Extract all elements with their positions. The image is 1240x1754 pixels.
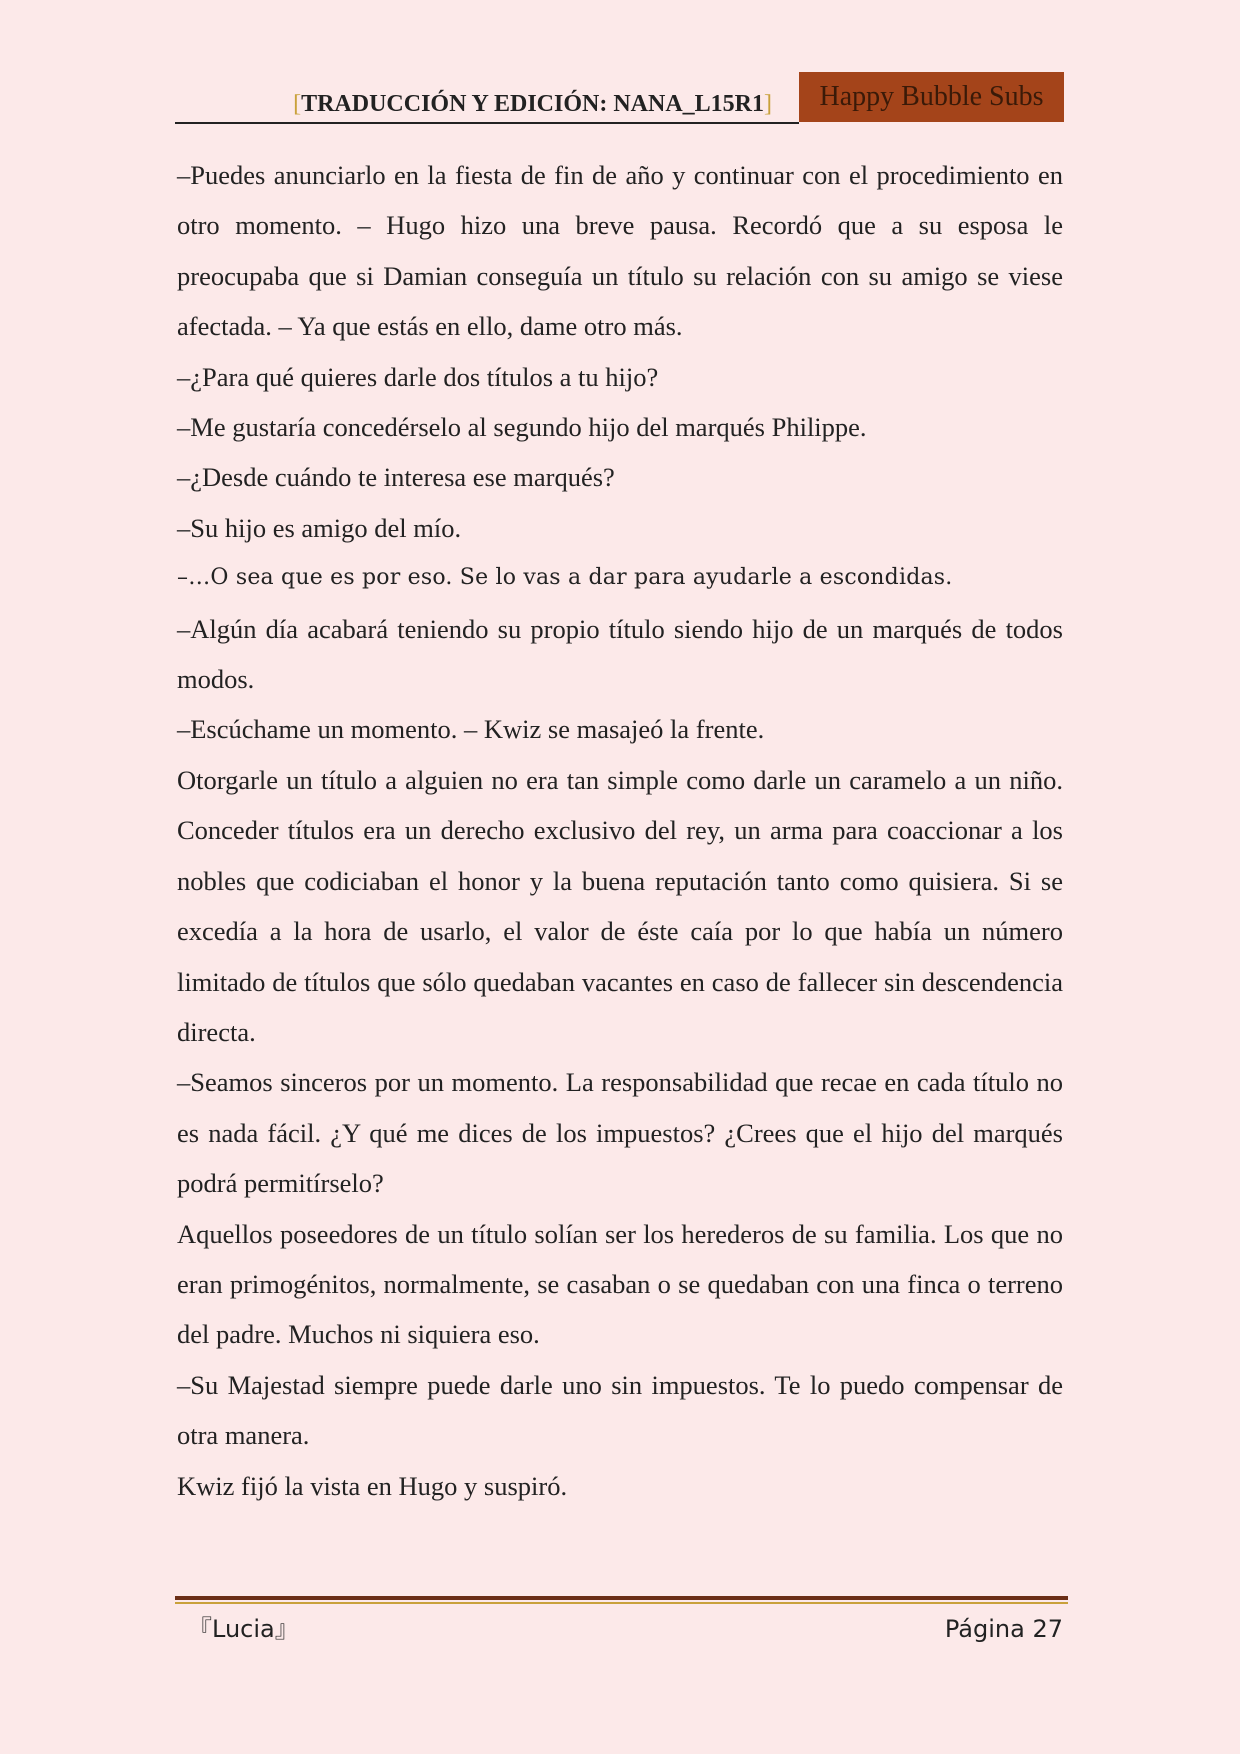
paragraph-8: –Escúchame un momento. – Kwiz se masajeó la frente. [177, 714, 765, 745]
paragraph-13: Kwiz fijó la vista en Hugo y suspiró. [177, 1470, 568, 1501]
paragraph-7: –Algún día acabará teniendo su propio título siendo hijo de un marqués de todos modos. [177, 613, 1063, 695]
paragraph-2: –¿Para qué quieres darle dos títulos a tu hijo? [177, 361, 659, 392]
paragraph-5: –Su hijo es amigo del mío. [177, 512, 462, 543]
paragraph-12: –Su Majestad siempre puede darle uno sin impuestos. Te lo puedo compensar de otra manera. [177, 1369, 1063, 1451]
footer-divider [175, 1596, 1068, 1600]
header-group-badge: Happy Bubble Subs [799, 72, 1064, 122]
header-bracket-close: ] [764, 91, 772, 117]
header-credits-text: TRADUCCIÓN Y EDICIÓN: NANA_L15R1 [301, 91, 764, 117]
paragraph-4: –¿Desde cuándo te interesa ese marqués? [177, 462, 615, 493]
paragraph-1: –Puedes anunciarlo en la fiesta de fin de año y continuar con el procedimiento en otro momento. – Hugo hizo una breve pausa. Recordó que a su esposa le preocupaba que si Damian conseguía un título su relación con su amigo se viese afectada. – Ya que estás en ello, dame otro más. [177, 160, 1063, 342]
footer-page-number: Página 27 [944, 1615, 1063, 1643]
page-header [175, 72, 1064, 124]
paragraph-10: –Seamos sinceros por un momento. La responsabilidad que recae en cada título no es nada fácil. ¿Y qué me dices de los impuestos? ¿Crees que el hijo del marqués podrá permitírselo? [177, 1067, 1063, 1199]
page-body [177, 150, 1063, 1511]
paragraph-11: Aquellos poseedores de un título solían ser los herederos de su familia. Los que no eran primogénitos, normalmente, se casaban o se quedaban con una finca o terreno del padre. Muchos ni siquiera eso. [177, 1218, 1063, 1350]
footer-book-title: 『Lucia』 [188, 1615, 299, 1643]
paragraph-3: –Me gustaría concedérselo al segundo hijo del marqués Philippe. [177, 412, 867, 443]
header-credits [293, 91, 772, 118]
header-bracket-open: [ [293, 91, 302, 117]
header-divider [175, 122, 799, 124]
paragraph-9: Otorgarle un título a alguien no era tan simple como darle un caramelo a un niño. Conceder títulos era un derecho exclusivo del rey, un arma para coaccionar a los nobles que codiciaban el honor y la buena reputación tanto como quisiera. Si se excedía a la hora de usarlo, el valor de éste caía por lo que había un número limitado de títulos que sólo quedaban vacantes en caso de fallecer sin descendencia directa. [177, 764, 1063, 1047]
paragraph-6: –…O sea que es por eso. Se lo vas a dar para ayudarle a escondidas. [177, 565, 953, 591]
footer-divider-accent [175, 1602, 1068, 1604]
